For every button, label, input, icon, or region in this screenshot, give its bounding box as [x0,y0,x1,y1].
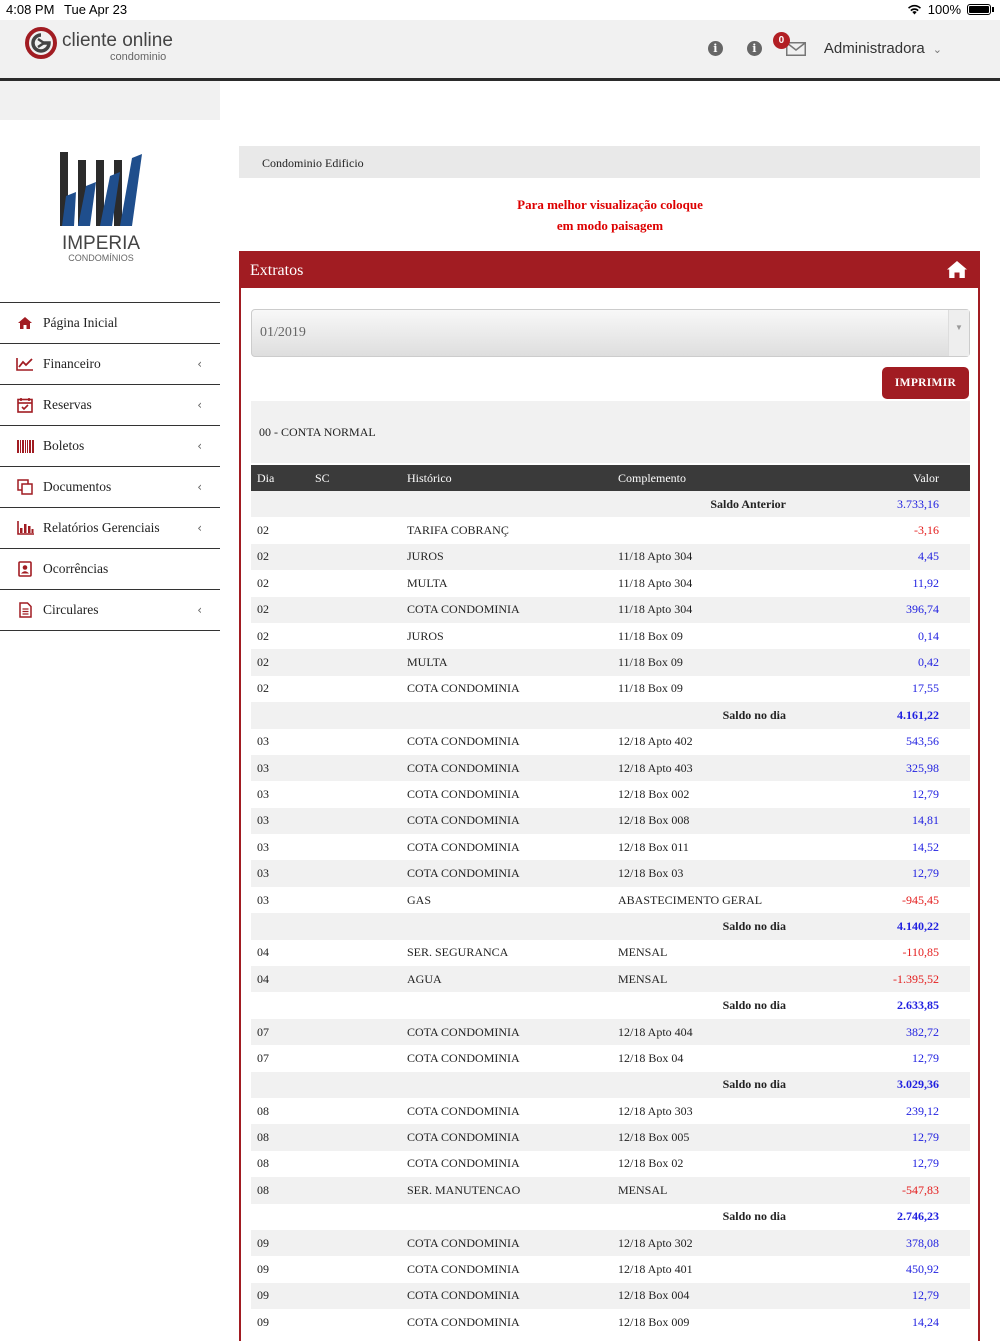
cell-sc [315,966,407,992]
imperia-logo [56,146,146,266]
cell-valor: 396,74 [788,597,970,623]
sidebar-item-ocorrencias[interactable] [0,549,220,590]
table-row [251,676,970,702]
cell-sc [315,1204,407,1230]
table-row [251,1230,970,1256]
brand-name: cliente online [62,30,173,51]
cell-historico: COTA CONDOMINIA [407,1230,618,1256]
cell-historico: GAS [407,892,432,907]
balance-label: Saldo no dia [618,913,788,939]
chevron-left-icon: ‹ [197,398,202,412]
cell-dia: 08 [251,1177,315,1203]
sidebar-item-label: Reservas [43,397,92,412]
cell-valor: -547,83 [788,1177,970,1203]
cell-dia: 02 [257,681,269,696]
cell-dia: 02 [257,575,269,590]
cell-dia: 03 [251,755,315,781]
cell-historico: JUROS [407,544,618,570]
balance-row [251,491,970,517]
cell-sc [315,834,407,860]
cell-complemento: 12/18 Apto 402 [618,734,693,749]
table-row [251,1098,970,1124]
cell-valor: 12,79 [912,786,939,801]
cell-sc [315,676,407,702]
chevron-left-icon: ‹ [197,480,202,494]
table-row [251,597,970,623]
cell-valor: 0,14 [918,628,939,643]
period-select[interactable] [251,309,970,357]
table-row [251,649,970,675]
cell-valor: 12,79 [912,1050,939,1065]
cell-valor: -110,85 [902,945,939,960]
cell-sc [315,860,407,886]
cell-historico: SER. MANUTENCAO [407,1177,618,1203]
cell-sc [315,649,407,675]
cell-historico: TARIFA COBRANÇ [407,523,509,538]
cell-sc [315,1072,407,1098]
status-bar [0,0,1000,20]
cell-complemento: MENSAL [618,966,788,992]
cell-valor: 4,45 [788,544,970,570]
table-row [251,1124,970,1150]
cell-valor: 17,55 [912,681,939,696]
table-row [251,623,970,649]
brand-subtitle: condominio [110,51,167,63]
cell-historico: COTA CONDOMINIA [407,1283,618,1309]
cell-valor: 239,12 [906,1103,939,1118]
cell-valor: 12,79 [912,1156,939,1171]
battery-icon [967,4,991,15]
top-bar [0,20,1000,81]
table-row [251,887,970,913]
extratos-panel [239,251,980,1341]
table-row [251,544,970,570]
table-row [251,729,970,755]
period-value: 01/2019 [260,325,306,340]
cell-complemento: 11/18 Apto 304 [618,597,788,623]
cell-historico: COTA CONDOMINIA [407,681,520,696]
cell-historico: COTA CONDOMINIA [407,1103,520,1118]
cell-sc [315,1230,407,1256]
panel-header [241,253,978,288]
status-date: Tue Apr 23 [64,2,128,17]
table-row [251,808,970,834]
notification-badge: 0 [773,32,790,49]
cell-historico: COTA CONDOMINIA [407,755,618,781]
cell-dia: 07 [251,1019,315,1045]
cell-sc [315,544,407,570]
cell-complemento: 12/18 Apto 303 [618,1103,693,1118]
calendar-icon [16,396,34,414]
main-content [220,120,1000,1334]
cell-sc [315,570,407,596]
balance-value: 4.161,22 [788,702,970,728]
sidebar-item-financeiro[interactable] [0,344,220,385]
battery-tip [992,7,994,12]
balance-row [251,992,970,1018]
cell-complemento: ABASTECIMENTO GERAL [618,892,763,907]
cell-dia: 09 [251,1283,315,1309]
cell-sc [315,1177,407,1203]
table-row [251,1309,970,1335]
cell-sc [315,1098,407,1124]
cell-dia [251,992,315,1018]
sidebar [0,120,220,1334]
cell-historico [407,491,618,517]
cell-dia: 03 [251,808,315,834]
balance-label: Saldo no dia [618,1072,788,1098]
info-icon[interactable]: i [747,41,762,56]
cell-complemento: 12/18 Box 005 [618,1124,788,1150]
cell-sc [315,1151,407,1177]
cell-sc [315,1283,407,1309]
balance-row [251,913,970,939]
sidebar-item-label: Financeiro [43,356,101,371]
bar-chart-icon [16,519,34,537]
balance-value: 4.140,22 [788,913,970,939]
barcode-icon [16,437,34,455]
chevron-left-icon: ‹ [197,603,202,617]
cell-dia: 02 [251,649,315,675]
chevron-left-icon: ‹ [197,357,202,371]
sidebar-item-circulares[interactable] [0,590,220,631]
sidebar-item-label: Documentos [43,479,112,494]
orientation-notice [220,194,1000,236]
cell-historico: COTA CONDOMINIA [407,1124,618,1150]
cell-dia [251,491,315,517]
sidebar-item-label: Circulares [43,602,99,617]
chart-line-icon [16,355,34,373]
cell-dia: 03 [257,786,269,801]
cell-historico: COTA CONDOMINIA [407,860,618,886]
sidebar-item-label: Boletos [43,438,85,453]
contact-book-icon [16,560,34,578]
cell-sc [315,913,407,939]
cell-sc [315,597,407,623]
cell-historico: COTA CONDOMINIA [407,1019,618,1045]
table-row [251,940,970,966]
sidebar-item-relatorios-gerenciais[interactable] [0,508,220,549]
user-menu[interactable] [824,40,942,57]
cell-complemento: 11/18 Box 09 [618,628,683,643]
cell-complemento: 11/18 Apto 304 [618,575,693,590]
column-header-historico: Histórico [407,465,618,491]
user-name: Administradora [823,40,925,57]
panel-title: Extratos [250,262,304,279]
cell-sc [315,491,407,517]
cell-historico: MULTA [407,649,618,675]
cell-sc [315,702,407,728]
cell-complemento: MENSAL [618,1177,788,1203]
cell-historico [407,702,618,728]
column-header-valor: Valor [788,465,970,491]
cell-sc [315,940,407,966]
balance-value: 3.029,36 [788,1072,970,1098]
cell-dia: 09 [251,1230,315,1256]
cell-complemento: 12/18 Apto 404 [618,1019,788,1045]
documents-icon [16,478,34,496]
cell-complemento: MENSAL [618,945,668,960]
cell-dia: 02 [257,523,269,538]
column-header-dia: Dia [251,465,315,491]
logo-name: IMPERIA [61,233,141,254]
cell-valor: 12,79 [788,1124,970,1150]
cell-sc [315,517,407,543]
cell-dia: 08 [257,1103,269,1118]
cell-complemento: 12/18 Box 002 [618,786,690,801]
cell-dia: 03 [257,839,269,854]
cell-complemento: 11/18 Apto 304 [618,544,788,570]
cell-complemento: 11/18 Box 09 [618,649,788,675]
cell-historico: AGUA [407,966,618,992]
cell-complemento: 12/18 Box 008 [618,808,788,834]
balance-label: Saldo Anterior [618,491,788,517]
logo-subtitle: CONDOMÍNIOS [68,253,134,263]
table-row [251,966,970,992]
info-icon[interactable]: i [708,41,723,56]
balance-value: 3.733,16 [788,491,970,517]
cell-complemento: 11/18 Box 09 [618,681,683,696]
cell-historico: COTA CONDOMINIA [407,839,520,854]
cell-dia [251,702,315,728]
cell-dia: 03 [257,734,269,749]
battery-percent: 100% [927,2,961,17]
table-body [251,491,970,1336]
cell-historico: COTA CONDOMINIA [407,786,520,801]
cell-historico: COTA CONDOMINIA [407,734,520,749]
notice-line: Para melhor visualização coloque [517,197,703,212]
sidebar-item-documentos[interactable] [0,467,220,508]
cell-dia: 03 [251,860,315,886]
home-icon[interactable] [946,260,968,279]
cell-dia: 09 [257,1262,269,1277]
cell-sc [315,1045,407,1071]
column-header-complemento: Complemento [618,465,788,491]
chevron-left-icon: ‹ [197,521,202,535]
cell-dia: 02 [251,544,315,570]
cell-dia: 08 [257,1156,269,1171]
notice-line: em modo paisagem [556,218,664,233]
account-label: 00 - CONTA NORMAL [251,401,970,463]
table-row [251,755,970,781]
sidebar-item-label: Relatórios Gerenciais [43,520,160,535]
balance-row [251,1072,970,1098]
cell-dia: 09 [257,1314,269,1329]
cell-sc [315,992,407,1018]
cell-historico [407,1204,618,1230]
caret-down-icon: ▼ [948,310,969,356]
cell-historico: SER. SEGURANCA [407,945,509,960]
cell-valor: 0,42 [788,649,970,675]
balance-value: 2.746,23 [897,1209,939,1224]
cell-sc [315,1124,407,1150]
balance-value: 2.633,85 [897,998,939,1013]
cell-sc [315,1019,407,1045]
cell-complemento: 12/18 Apto 403 [618,755,788,781]
cell-valor: -3,16 [914,523,939,538]
balance-row [251,1204,970,1230]
status-time: 4:08 PM [6,2,55,17]
table-row [251,1151,970,1177]
cell-valor: 543,56 [906,734,939,749]
file-text-icon [16,601,34,619]
cell-dia: 02 [257,628,269,643]
balance-label: Saldo no dia [722,998,786,1013]
cell-sc [315,781,407,807]
cell-sc [315,887,407,913]
table-row [251,1019,970,1045]
cell-sc [315,729,407,755]
cell-sc [315,755,407,781]
table-row [251,1045,970,1071]
cell-dia [251,1204,315,1230]
cell-dia [251,913,315,939]
cell-complemento [618,517,788,543]
cell-historico: COTA CONDOMINIA [407,808,618,834]
cell-historico: COTA CONDOMINIA [407,1050,520,1065]
balance-row [251,702,970,728]
cell-valor: -945,45 [902,892,939,907]
table-row [251,860,970,886]
cell-valor: 11,92 [912,575,939,590]
cell-historico: JUROS [407,628,444,643]
header-actions [708,34,942,57]
cell-dia: 04 [257,945,269,960]
breadcrumb: Condominio Edificio [239,146,980,178]
chevron-down-icon: ⌄ [932,44,942,56]
cell-historico [407,992,618,1018]
cell-historico: COTA CONDOMINIA [407,1314,520,1329]
cell-valor: 12,79 [788,860,970,886]
sidebar-item-reservas[interactable] [0,385,220,426]
cell-complemento: 12/18 Apto 302 [618,1230,788,1256]
cell-sc [315,1309,407,1335]
cell-historico [407,913,618,939]
cell-complemento: 12/18 Box 04 [618,1050,684,1065]
statement-table [251,465,970,1336]
cell-valor: 450,92 [906,1262,939,1277]
table-row [251,834,970,860]
cell-sc [315,623,407,649]
balance-label: Saldo no dia [618,702,788,728]
cell-historico: COTA CONDOMINIA [407,597,618,623]
cell-dia: 04 [251,966,315,992]
cell-valor: -1.395,52 [788,966,970,992]
chevron-left-icon: ‹ [197,439,202,453]
messages-button[interactable] [778,34,806,56]
cell-complemento: 12/18 Box 02 [618,1156,684,1171]
print-button[interactable]: IMPRIMIR [882,367,969,399]
cell-valor: 325,98 [788,755,970,781]
cell-valor: 14,24 [912,1314,939,1329]
sidebar-item-pagina-inicial[interactable] [0,303,220,344]
cell-historico: MULTA [407,575,448,590]
cell-complemento: 12/18 Box 004 [618,1283,788,1309]
cell-dia: 07 [257,1050,269,1065]
cell-complemento: 12/18 Box 03 [618,860,788,886]
cell-historico [407,1072,618,1098]
cell-valor: 14,52 [912,839,939,854]
cell-dia: 03 [257,892,269,907]
table-row [251,1256,970,1282]
cell-dia: 02 [251,597,315,623]
wifi-icon [907,4,922,15]
table-row [251,570,970,596]
cell-complemento: 12/18 Box 009 [618,1314,690,1329]
table-header-row [251,465,970,491]
brand-logo-icon [24,26,60,60]
table-row [251,1177,970,1203]
cell-valor: 12,79 [788,1283,970,1309]
table-row [251,781,970,807]
cell-complemento: 12/18 Apto 401 [618,1262,693,1277]
table-row [251,1283,970,1309]
column-header-sc: SC [315,465,407,491]
cell-complemento: 12/18 Box 011 [618,839,689,854]
statement-table-wrapper [251,465,970,1336]
cell-valor: 382,72 [788,1019,970,1045]
brand-logo[interactable] [24,26,173,65]
sidebar-menu [0,302,220,631]
cell-sc [315,808,407,834]
cell-dia: 08 [251,1124,315,1150]
cell-historico: COTA CONDOMINIA [407,1262,520,1277]
cell-sc [315,1256,407,1282]
cell-historico: COTA CONDOMINIA [407,1156,520,1171]
sidebar-item-label: Ocorrências [43,561,109,576]
cell-valor: 14,81 [788,808,970,834]
home-icon [16,314,34,332]
cell-valor: 378,08 [788,1230,970,1256]
balance-label: Saldo no dia [722,1209,786,1224]
sidebar-item-boletos[interactable] [0,426,220,467]
table-row [251,517,970,543]
sidebar-item-label: Página Inicial [43,315,118,330]
cell-dia [251,1072,315,1098]
